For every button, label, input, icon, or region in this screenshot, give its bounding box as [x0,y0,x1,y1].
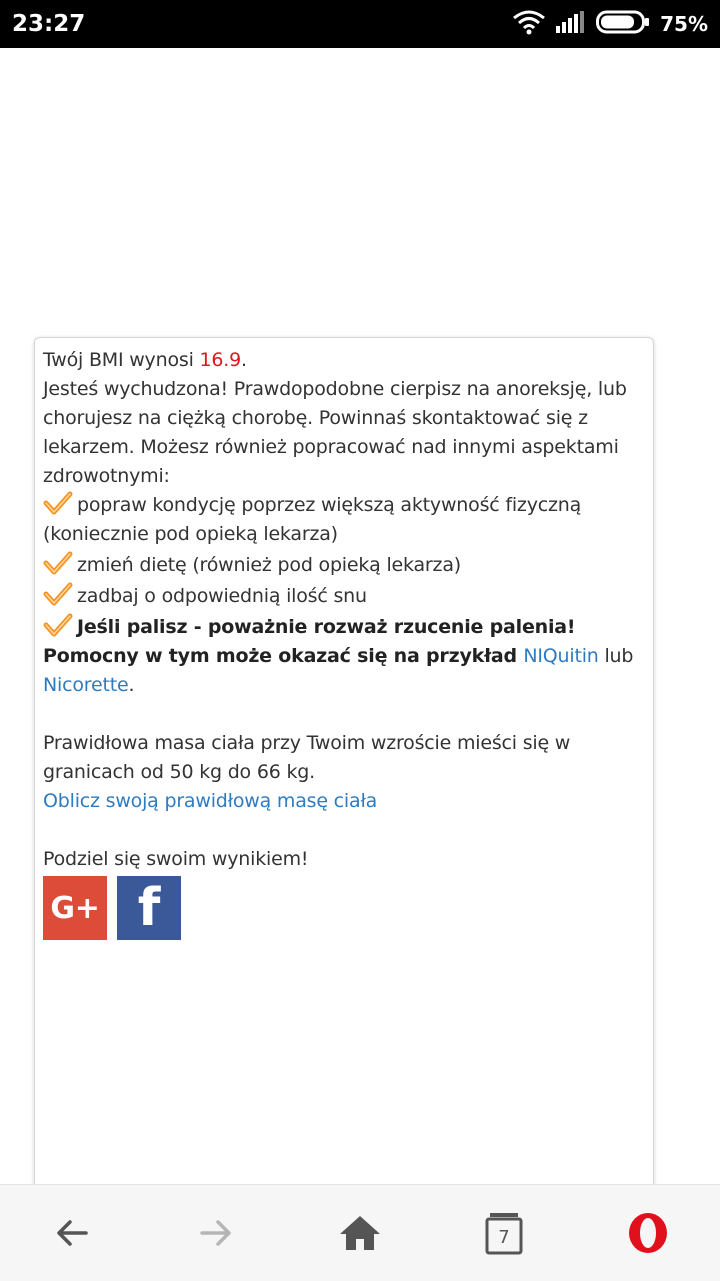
spacer [43,816,653,845]
arrow-left-icon [52,1213,92,1253]
status-icons [512,9,708,39]
calc-weight-link[interactable]: Oblicz swoją prawidłową masę ciała [43,790,378,812]
tip-item [43,491,653,549]
checkmark-icon [43,551,73,577]
tabs-button[interactable] [464,1193,544,1273]
home-icon [338,1213,382,1253]
social-buttons [43,876,653,940]
tip-text: zmień dietę (również pod opieką lekarza) [77,554,461,576]
smoking-text: Jeśli palisz - poważnie rozważ rzucenie palenia! Pomocny w tym może okazać się na przykład [43,616,576,667]
spacer [43,700,653,729]
status-bar [0,0,720,48]
signal-icon [556,11,586,37]
checkmark-icon [43,491,73,517]
browser-bottom-nav [0,1184,720,1281]
bmi-label: Twój BMI wynosi [43,349,200,371]
opera-menu-button[interactable] [608,1193,688,1273]
status-time: 23:27 [12,11,86,37]
checkmark-icon [43,582,73,608]
back-button[interactable] [32,1193,112,1273]
period-text: . [128,674,135,696]
battery-percent: 75% [660,12,708,36]
tip-text: zadbaj o odpowiednią ilość snu [77,585,367,607]
niquitin-link[interactable]: NIQuitin [523,645,599,667]
bmi-result-card [34,337,654,1237]
opera-logo-icon [626,1211,670,1255]
share-label: Podziel się swoim wynikiem! [43,848,309,870]
bmi-message: Jesteś wychudzona! Prawdopodobne cierpisz na anoreksję, lub chorujesz na ciężką chorobę. Powinnaś skontaktować się z lekarzem. Możesz również popracować nad innymi aspektami zdrowotnymi: [43,378,627,487]
weight-range: Prawidłowa masa ciała przy Twoim wzroście mieści się w granicach od 50 kg do 66 kg. [43,732,571,783]
checkmark-icon [43,613,73,639]
or-text: lub [598,645,634,667]
smoking-tip [43,613,653,700]
home-button[interactable] [320,1193,400,1273]
nicorette-link[interactable]: Nicorette [43,674,129,696]
bmi-value: 16.9 [199,349,241,371]
wifi-icon [512,9,546,39]
battery-icon [596,10,650,38]
bmi-line [43,346,653,375]
forward-button[interactable] [176,1193,256,1273]
arrow-right-icon [196,1213,236,1253]
bmi-period: . [241,349,247,371]
tip-text: popraw kondycję poprzez większą aktywność fizyczną (koniecznie pod opieką lekarza) [43,494,582,545]
tip-item [43,582,653,611]
google-plus-share-button[interactable]: G+ [43,876,107,940]
facebook-share-button[interactable]: f [117,876,181,940]
tip-item [43,551,653,580]
tab-count: 7 [498,1227,510,1248]
